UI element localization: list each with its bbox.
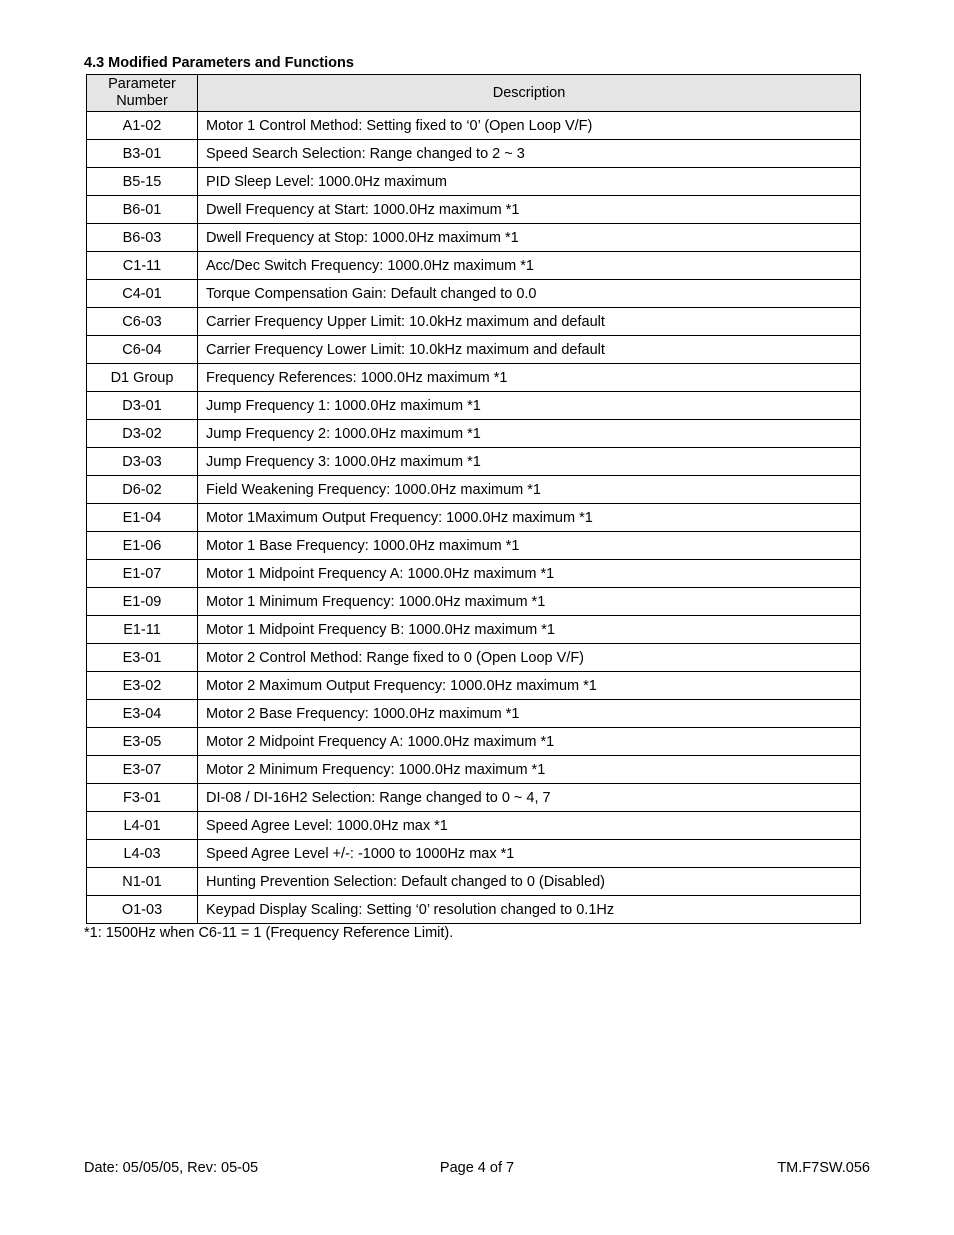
table-row bbox=[87, 336, 861, 364]
table-row bbox=[87, 168, 861, 196]
parameter-number-cell: E1-04 bbox=[87, 504, 198, 532]
parameter-number-cell: E3-01 bbox=[87, 644, 198, 672]
parameters-table bbox=[86, 74, 861, 924]
parameter-number-cell: E1-09 bbox=[87, 588, 198, 616]
description-cell: Motor 2 Base Frequency: 1000.0Hz maximum *1 bbox=[198, 700, 861, 728]
parameter-number-cell: D3-02 bbox=[87, 420, 198, 448]
description-cell: Acc/Dec Switch Frequency: 1000.0Hz maximum *1 bbox=[198, 252, 861, 280]
parameter-number-cell: B3-01 bbox=[87, 140, 198, 168]
description-cell: Motor 2 Minimum Frequency: 1000.0Hz maximum *1 bbox=[198, 756, 861, 784]
description-cell: Field Weakening Frequency: 1000.0Hz maximum *1 bbox=[198, 476, 861, 504]
parameter-number-cell: E3-07 bbox=[87, 756, 198, 784]
parameter-number-cell: E3-02 bbox=[87, 672, 198, 700]
table-row bbox=[87, 112, 861, 140]
footer-date-rev: Date: 05/05/05, Rev: 05-05 bbox=[84, 1160, 259, 1176]
table-row bbox=[87, 280, 861, 308]
description-cell: Motor 1Maximum Output Frequency: 1000.0Hz maximum *1 bbox=[198, 504, 861, 532]
description-cell: Torque Compensation Gain: Default changed to 0.0 bbox=[198, 280, 861, 308]
description-cell: Frequency References: 1000.0Hz maximum *1 bbox=[198, 364, 861, 392]
parameter-number-cell: B6-03 bbox=[87, 224, 198, 252]
header-parameter-line1: Parameter bbox=[108, 76, 176, 92]
parameter-number-cell: F3-01 bbox=[87, 784, 198, 812]
description-cell: Motor 1 Control Method: Setting fixed to ‘0’ (Open Loop V/F) bbox=[198, 112, 861, 140]
parameter-number-cell: E1-11 bbox=[87, 616, 198, 644]
description-cell: Speed Agree Level: 1000.0Hz max *1 bbox=[198, 812, 861, 840]
parameter-number-cell: A1-02 bbox=[87, 112, 198, 140]
description-cell: Dwell Frequency at Start: 1000.0Hz maximum *1 bbox=[198, 196, 861, 224]
table-row bbox=[87, 504, 861, 532]
table-row bbox=[87, 868, 861, 896]
parameter-number-cell: D3-03 bbox=[87, 448, 198, 476]
table-row bbox=[87, 756, 861, 784]
description-cell: Jump Frequency 3: 1000.0Hz maximum *1 bbox=[198, 448, 861, 476]
parameter-number-cell: N1-01 bbox=[87, 868, 198, 896]
parameter-number-cell: E1-06 bbox=[87, 532, 198, 560]
table-row bbox=[87, 476, 861, 504]
parameter-number-cell: E3-04 bbox=[87, 700, 198, 728]
description-cell: Speed Search Selection: Range changed to 2 ~ 3 bbox=[198, 140, 861, 168]
parameter-number-cell: D1 Group bbox=[87, 364, 198, 392]
description-cell: Carrier Frequency Upper Limit: 10.0kHz maximum and default bbox=[198, 308, 861, 336]
table-row bbox=[87, 588, 861, 616]
parameter-number-cell: D6-02 bbox=[87, 476, 198, 504]
table-row bbox=[87, 644, 861, 672]
table-row bbox=[87, 616, 861, 644]
parameter-number-cell: B6-01 bbox=[87, 196, 198, 224]
table-row bbox=[87, 896, 861, 924]
parameter-number-cell: L4-03 bbox=[87, 840, 198, 868]
description-cell: Hunting Prevention Selection: Default changed to 0 (Disabled) bbox=[198, 868, 861, 896]
description-cell: DI-08 / DI-16H2 Selection: Range changed to 0 ~ 4, 7 bbox=[198, 784, 861, 812]
parameter-number-cell: L4-01 bbox=[87, 812, 198, 840]
table-row bbox=[87, 224, 861, 252]
header-parameter-number bbox=[87, 75, 198, 112]
description-cell: Motor 2 Maximum Output Frequency: 1000.0Hz maximum *1 bbox=[198, 672, 861, 700]
parameter-number-cell: C4-01 bbox=[87, 280, 198, 308]
description-cell: Speed Agree Level +/-: -1000 to 1000Hz max *1 bbox=[198, 840, 861, 868]
table-row bbox=[87, 140, 861, 168]
parameter-number-cell: C6-03 bbox=[87, 308, 198, 336]
header-parameter-line2: Number bbox=[116, 93, 168, 109]
description-cell: PID Sleep Level: 1000.0Hz maximum bbox=[198, 168, 861, 196]
description-cell: Motor 1 Base Frequency: 1000.0Hz maximum *1 bbox=[198, 532, 861, 560]
table-row bbox=[87, 420, 861, 448]
footnote: *1: 1500Hz when C6-11 = 1 (Frequency Reference Limit). bbox=[84, 925, 454, 941]
footer-page-number: Page 4 of 7 bbox=[439, 1160, 515, 1176]
table-row bbox=[87, 392, 861, 420]
table-row bbox=[87, 252, 861, 280]
table-row bbox=[87, 560, 861, 588]
parameter-number-cell: C6-04 bbox=[87, 336, 198, 364]
parameter-number-cell: C1-11 bbox=[87, 252, 198, 280]
table-row bbox=[87, 840, 861, 868]
description-cell: Dwell Frequency at Stop: 1000.0Hz maximum *1 bbox=[198, 224, 861, 252]
description-cell: Motor 2 Midpoint Frequency A: 1000.0Hz maximum *1 bbox=[198, 728, 861, 756]
description-cell: Motor 1 Midpoint Frequency B: 1000.0Hz maximum *1 bbox=[198, 616, 861, 644]
table-row bbox=[87, 672, 861, 700]
table-row bbox=[87, 812, 861, 840]
table-row bbox=[87, 728, 861, 756]
table-row bbox=[87, 308, 861, 336]
table-header-row bbox=[87, 75, 861, 112]
parameter-number-cell: E1-07 bbox=[87, 560, 198, 588]
table-row bbox=[87, 196, 861, 224]
description-cell: Jump Frequency 2: 1000.0Hz maximum *1 bbox=[198, 420, 861, 448]
description-cell: Jump Frequency 1: 1000.0Hz maximum *1 bbox=[198, 392, 861, 420]
table-row bbox=[87, 364, 861, 392]
description-cell: Motor 2 Control Method: Range fixed to 0 (Open Loop V/F) bbox=[198, 644, 861, 672]
table-row bbox=[87, 532, 861, 560]
parameter-number-cell: D3-01 bbox=[87, 392, 198, 420]
table-row bbox=[87, 784, 861, 812]
description-cell: Motor 1 Midpoint Frequency A: 1000.0Hz maximum *1 bbox=[198, 560, 861, 588]
description-cell: Keypad Display Scaling: Setting ‘0’ resolution changed to 0.1Hz bbox=[198, 896, 861, 924]
table-row bbox=[87, 700, 861, 728]
parameter-number-cell: B5-15 bbox=[87, 168, 198, 196]
parameter-number-cell: E3-05 bbox=[87, 728, 198, 756]
header-description: Description bbox=[198, 75, 861, 112]
description-cell: Motor 1 Minimum Frequency: 1000.0Hz maximum *1 bbox=[198, 588, 861, 616]
parameter-number-cell: O1-03 bbox=[87, 896, 198, 924]
table-row bbox=[87, 448, 861, 476]
description-cell: Carrier Frequency Lower Limit: 10.0kHz maximum and default bbox=[198, 336, 861, 364]
footer-doc-id: TM.F7SW.056 bbox=[777, 1160, 870, 1176]
section-title: 4.3 Modified Parameters and Functions bbox=[84, 55, 354, 71]
